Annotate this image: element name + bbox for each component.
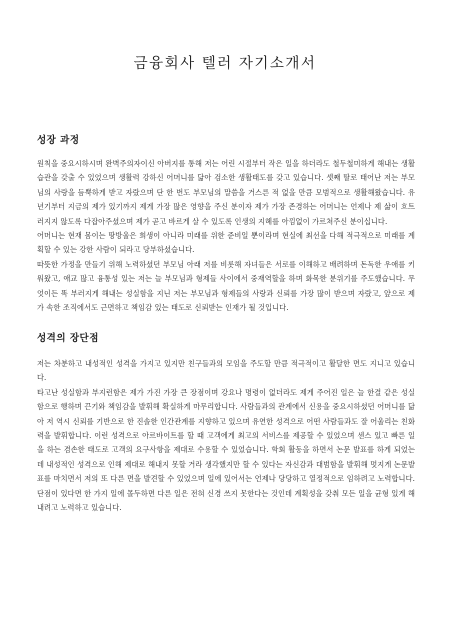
paragraph: 원칙을 중요시하시며 완벽주의자이신 아버지를 통해 저는 어린 시절부터 작은 일을 하더라도 철두철미하게 해내는 생활 습관을 갖출 수 있었으며 생활력 강하신 어머니를 닮아 검소한 생활태도를 갖고 있습니다. 셋째 딸로 태어난 저는 부모님의 사랑을 듬뿍하게 받고 자랐으며 단 한 번도 부모님의 말씀을 거스른 적 없을 만큼 모범적으로 생활해왔습니다. 유년기부터 지금의 제가 있기까지 제게 가장 많은 영향을 주신 분이자 제가 가장 존경하는 어머니는 언제나 제 삶이 흐트러지지 않도록 다잡아주셨으며 제가 곧고 바르게 살 수 있도록 인생의 지혜를 아낌없이 가르쳐주신 분이십니다.: [37, 159, 415, 226]
paragraph: 어머니는 현재 몸이는 땅방울은 희생이 아니라 미래를 위한 준비일 뿐이라며 현실에 최선을 다해 적극적으로 미래를 계획할 수 있는 강한 사람이 되라고 당부하셨습니다.: [37, 231, 415, 255]
section-heading-strengths-weaknesses: 성격의 장단점: [37, 333, 99, 344]
section-heading-growth: 성장 과정: [37, 135, 80, 146]
section-body-strengths-weaknesses: [37, 357, 415, 515]
section-body-growth: [37, 157, 415, 315]
paragraph: 따뜻한 가정을 만들기 위해 노력하셨던 부모님 아래 저를 비롯해 자녀들은 서로를 이해하고 배려하며 돈독한 우애를 키워왔고, 애교 많고 융통성 있는 저는 늘 부모님과 형제들 사이에서 중재역할을 하며 화목한 분위기를 주도했습니다. 무엇이든 똑 부러지게 해내는 성실함을 지닌 저는 부모님과 형제들의 사랑과 신뢰를 가장 많이 받으며 자랐고, 앞으로 제가 속한 조직에서도 근면하고 책임감 있는 태도로 신뢰받는 인재가 될 것입니다.: [37, 259, 415, 313]
paragraph: 저는 차분하고 내성적인 성격을 가지고 있지만 친구들과의 모임을 주도할 만큼 적극적이고 활달한 면도 지니고 있습니다.: [37, 359, 415, 383]
paragraph: 타고난 성실함과 부지런함은 제가 가진 가장 큰 장점이며 강요나 명령이 없더라도 제게 주어진 일은 늘 한결 같은 성실함으로 행하며 끈기와 책임감을 발휘해 확실하게 마무리합니다. 사람들과의 관계에서 신용을 중요시하셨던 어머니를 닮아 저 역시 신뢰를 기반으로 한 진솔한 인간관계를 지향하고 있으며 유연한 성격으로 어떤 사람들과도 잘 어울리는 친화력을 발휘합니다. 이런 성격으로 아르바이트를 할 때 고객에게 최고의 서비스를 제공할 수 있었으며 센스 있고 빠른 일을 하는 겸손한 태도로 고객의 요구사항을 제대로 수용할 수 있었습니다. 학회 활동을 하면서 논문 발표를 하게 되었는데 내성적인 성격으로 인해 제대로 해내지 못할 거라 생각했지만 할 수 있다는 자신감과 대범함을 발휘해 멋지게 논문발표를 마치면서 저의 또 다른 면을 발견할 수 있었으며 일에 있어서는 언제나 당당하고 열정적으로 임하려고 노력합니다. 단점이 있다면 한 가지 일에 몰두하면 다른 일은 전혀 신경 쓰지 못한다는 것인데 계획성을 갖춰 모든 일을 균형 있게 해내려고 노력하고 있습니다.: [37, 387, 415, 513]
document-title: 금융회사 텔러 자기소개서: [133, 56, 317, 72]
